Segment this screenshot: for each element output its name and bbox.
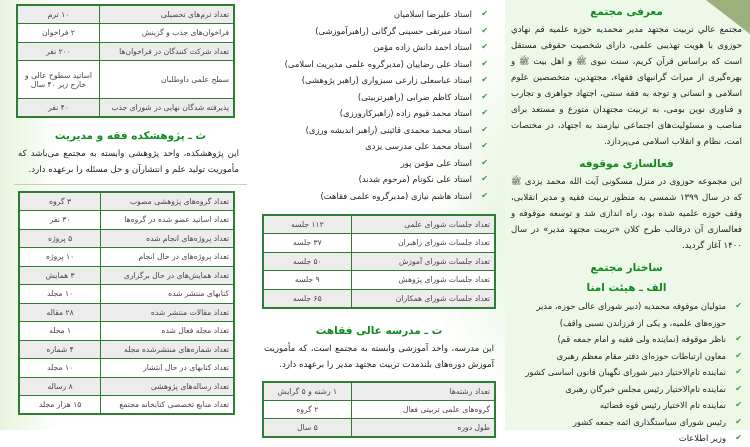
left-column (8, 0, 253, 430)
row-value: ۳ همايش (19, 266, 101, 285)
row-label: پذيرفته شدگان نهايی در شورای جذب (99, 99, 234, 118)
right-column (505, 0, 750, 443)
row-value: ۵ پروژه (19, 229, 101, 248)
check-icon: ✔ (735, 367, 742, 376)
check-icon: ✔ (481, 174, 488, 183)
list-item (511, 331, 742, 348)
row-value: ۹ جلسه (263, 271, 351, 290)
table-row (19, 303, 234, 322)
table-row (19, 322, 234, 341)
sessions-table (262, 214, 496, 309)
list-item-text: استاد عباسعلی زارعی سبزواری (راهبر پژوهشی) (301, 75, 472, 85)
list-item-text: نماينده تام الاختيار رئيس قوه قضائيه (599, 400, 726, 410)
list-item (511, 298, 742, 331)
row-label: تعداد جلسات شورای همکاران (351, 289, 495, 308)
divider (14, 184, 247, 185)
school-text: اين مدرسه، واحد آموزشی وابسته به مجتمع است، که مأموريت آموزش دوره‌های بلندمدت تربيت مجتهد مدير را برعهده دارد. (264, 343, 494, 370)
row-value: ۲۰۰ نفر (17, 42, 99, 61)
check-icon: ✔ (735, 416, 742, 426)
list-item-text: ناظر موقوفه (نماينده ولی فقيه و امام جمعه قم) (557, 334, 726, 344)
row-label: تعداد پروژه‌های در حال انجام (101, 248, 234, 267)
row-value: اساتيد سطوح عالی و خارج زير ۴۰ سال (17, 61, 99, 99)
check-icon: ✔ (735, 334, 742, 343)
list-item (258, 72, 488, 89)
row-label: تعداد اساتيد عضو شده در گروه‌ها (101, 211, 234, 230)
table-row (17, 99, 234, 118)
trustees-title: الف ـ هيئت امنا (586, 282, 667, 294)
row-value: ۱ مجله (19, 322, 101, 341)
table-row (263, 419, 495, 438)
check-icon: ✔ (481, 157, 488, 167)
table-row (263, 400, 495, 419)
check-icon: ✔ (481, 141, 488, 150)
list-item (511, 381, 742, 398)
table-row (263, 271, 495, 290)
list-item (258, 23, 488, 40)
list-item-text: استاد محمد علی مدرسی يزدی (365, 141, 472, 151)
row-label: تعداد مجله فعال شده (101, 322, 234, 341)
row-value: ۱۰ ترم (17, 5, 99, 24)
institute-title: ث ـ پژوهشکده فقه و مديريت (54, 130, 207, 142)
row-label: کتابهای منتشر شده (101, 285, 234, 304)
row-value: ۴۰ نفر (17, 99, 99, 118)
table-row (19, 340, 234, 359)
row-label: تعداد مقالات منتشر شده (101, 303, 234, 322)
list-item-text: استاد علی مؤمن پور (400, 157, 472, 168)
table-row (263, 215, 495, 234)
table-row (263, 234, 495, 253)
list-item (511, 397, 742, 414)
table-row (19, 377, 234, 396)
row-label: تعداد منابع تخصصی کتابخانه مجتمع (101, 396, 234, 415)
table-row (19, 192, 234, 211)
table-row (263, 252, 495, 271)
table-row (19, 248, 234, 267)
row-label: سطح علمی داوطلبان (99, 61, 234, 99)
row-value: ۶۵ جلسه (263, 289, 351, 308)
intro-title: معرفی مجتمع (590, 6, 663, 18)
row-label: طول دوره (351, 419, 495, 438)
row-value: ۳۰ نفر (19, 211, 101, 230)
check-icon: ✔ (481, 42, 488, 51)
table-row (19, 396, 234, 415)
table-row (19, 211, 234, 230)
table-row (17, 42, 234, 61)
institute-table (18, 191, 235, 415)
row-value: ۵ سال (263, 419, 351, 438)
structure-title: ساختار مجتمع (590, 262, 663, 274)
list-item (258, 138, 488, 155)
table-row (17, 24, 234, 43)
intro-text: مجتمع عالي تربيت مجتهد مدير محمديه حوزه علميه قم نهادي حوزوی با هويت تهذيبی علمی، دارای شخصيت حقوقی مستقل است که براساس قرآن کريم، سنت نبوی ﷺ و اهل بيت ﷺ و بهره‌گيری از ميراث گرانبهای فقهاء، مجتهدين، متخصصين علوم اسلامی و انسانی و توجه به فقه سنتی، اجتهاد جواهری و تجارب و فناوری نوين بومی، به تربيت مجتهدان متورع و مستعد برای مناصب و مسئوليت‌های اجتماعی نيازمند به اجتهاد، در مختصات امت، نظام و انقلاب اسلامی می‌پردازد. (511, 25, 742, 147)
check-icon: ✔ (735, 301, 742, 310)
list-item (258, 122, 488, 139)
table-row (263, 289, 495, 308)
list-item-text: رئيس شورای سياستگذاری ائمه جمعه کشور (572, 416, 726, 427)
list-item-text: نماينده تام‌الاختيار رئيس مجلس خبرگان رهبری (565, 383, 726, 394)
check-icon: ✔ (481, 91, 488, 101)
list-item (511, 348, 742, 365)
list-item-text: متوليان موقوفه محمديه (دبير شورای عالی حوزه، مدير حوزه‌های علميه، و يکی از فرزاندن نسبی واقف) (536, 301, 726, 328)
row-label: تعداد پروژه‌های انجام شده (101, 229, 234, 248)
row-value: ۱۰ مجلد (19, 359, 101, 378)
table-row (263, 382, 495, 401)
table-row (17, 61, 234, 99)
row-label: تعداد همايش‌های در حال برگزاری (101, 266, 234, 285)
row-label: تعداد جلسات شورای راهبران (351, 234, 495, 253)
row-value: ۱۰ پروژه (19, 248, 101, 267)
list-item-text: استاد علی رضاييان (مديرگروه علمی مديريت اسلامی) (284, 58, 472, 69)
list-item (511, 364, 742, 381)
row-label: تعداد جلسات شورای علمی (351, 215, 495, 234)
row-value: ۲ فراخوان (17, 24, 99, 43)
list-item (511, 430, 742, 447)
list-item (511, 414, 742, 431)
table-row (19, 359, 234, 378)
list-item-text: نماينده تام‌الاختيار دبير شورای نگهبان قانون اساسی کشور (525, 367, 726, 377)
check-icon: ✔ (735, 383, 742, 393)
activation-title: فعالسازی موقوفه (579, 158, 674, 170)
row-label: تعداد جلسات شورای آموزش (351, 252, 495, 271)
row-value: ۱۵ هزار مجلد (19, 396, 101, 415)
row-label: تعداد ترم‌های تحصيلی (99, 5, 234, 24)
middle-column (258, 0, 506, 430)
row-label: گروه‌های علمی تربيتی فعال (351, 400, 495, 419)
row-value: ۱۰ مجلد (19, 285, 101, 304)
admission-table (16, 4, 235, 118)
list-item (258, 6, 488, 23)
list-item-text: استاد کاظم ضرابی (راهبرتربيتی) (357, 91, 472, 102)
row-label: تعداد شرکت کنندگان در فراخوان‌ها (99, 42, 234, 61)
check-icon: ✔ (481, 58, 488, 68)
check-icon: ✔ (481, 190, 488, 200)
list-item-text: وزير اطلاعات (678, 433, 726, 443)
row-value: ۸ رساله (19, 377, 101, 396)
row-label: فراخوان‌های جذب و گزينش (99, 24, 234, 43)
table-row (19, 266, 234, 285)
list-item (258, 56, 488, 73)
corner-decoration (706, 0, 750, 34)
list-item-text: استاد علی نکونام (مرحوم شدند) (358, 174, 472, 184)
row-label: تعداد رساله‌های پژوهشی (101, 377, 234, 396)
trustees-list (511, 298, 742, 447)
row-value: ۲۸ مقاله (19, 303, 101, 322)
check-icon: ✔ (735, 400, 742, 409)
check-icon: ✔ (735, 433, 742, 442)
row-label: تعداد رشته‌ها (351, 382, 495, 401)
list-item (258, 39, 488, 56)
row-value: ۱ رشته و ۵ گرايش (263, 382, 351, 401)
list-item-text: استاد عليرضا اسلاميان (393, 9, 472, 19)
list-item-text: استاد احمد دانش زاده مؤمن (373, 42, 472, 52)
check-icon: ✔ (735, 350, 742, 360)
list-item-text: استاد هاشم نيازی (مديرگروه علمی فقاهت) (320, 190, 472, 201)
members-list (258, 6, 488, 204)
row-value: ۳ گروه (19, 192, 101, 211)
check-icon: ✔ (481, 9, 488, 18)
check-icon: ✔ (481, 108, 488, 117)
list-item-text: استاد محمد محمدی قائينی (راهبر انديشه ورزی) (305, 124, 472, 135)
row-label: تعداد کتابهای در حال انتشار (101, 359, 234, 378)
row-label: تعداد گروه‌های پژوهشی مصوب (101, 192, 234, 211)
list-item (258, 89, 488, 106)
row-value: ۵۰ جلسه (263, 252, 351, 271)
institute-text: اين پژوهشکده، واحد پژوهشی وابسته به مجتمع می‌باشد که مأموريت توليد علم و انتشارآن و حل مسئله را برعهده دارد. (18, 149, 239, 175)
row-value: ۱۱۲ جلسه (263, 215, 351, 234)
row-label: تعداد جلسات شورای پژوهش (351, 271, 495, 290)
list-item (258, 171, 488, 188)
row-value: ۴ شماره (19, 340, 101, 359)
list-item-text: استاد محمد قيوم زاده (راهبرکارورزی) (339, 108, 472, 118)
table-row (19, 229, 234, 248)
school-title: ت ـ مدرسه عالی فقاهت (315, 324, 443, 337)
school-table (262, 381, 496, 439)
list-item-text: معاون ارتباطات حوزه‌ای دفتر مقام معظم رهبری (556, 350, 726, 361)
activation-text: اين مجموعه حوزوی در منزل مسکونی آيت الله محمد يزدی ﷺ که در سال ۱۳۹۹ شمسی به منظور تربيت فقيه و مدير انقلابی، وقف حوزه علميه شده بود، راه اندازی شد و توسعه موقوفه و فعالسازی آن درقالب طرح کلان «تربيت مجتهد مدير» در سال ۱۴۰۰ آغاز گرديد. (511, 177, 742, 251)
row-value: ۳۷ جلسه (263, 234, 351, 253)
table-row (19, 285, 234, 304)
row-value: ۲ گروه (263, 400, 351, 419)
check-icon: ✔ (481, 124, 488, 134)
list-item (258, 188, 488, 205)
table-row (17, 5, 234, 24)
list-item (258, 105, 488, 122)
check-icon: ✔ (481, 25, 488, 35)
list-item (258, 155, 488, 172)
row-label: تعداد شماره‌های منتشرشده مجله (101, 340, 234, 359)
check-icon: ✔ (481, 75, 488, 84)
list-item-text: استاد ميرتقی حسينی گرگانی (راهبرآموزشی) (315, 25, 472, 36)
